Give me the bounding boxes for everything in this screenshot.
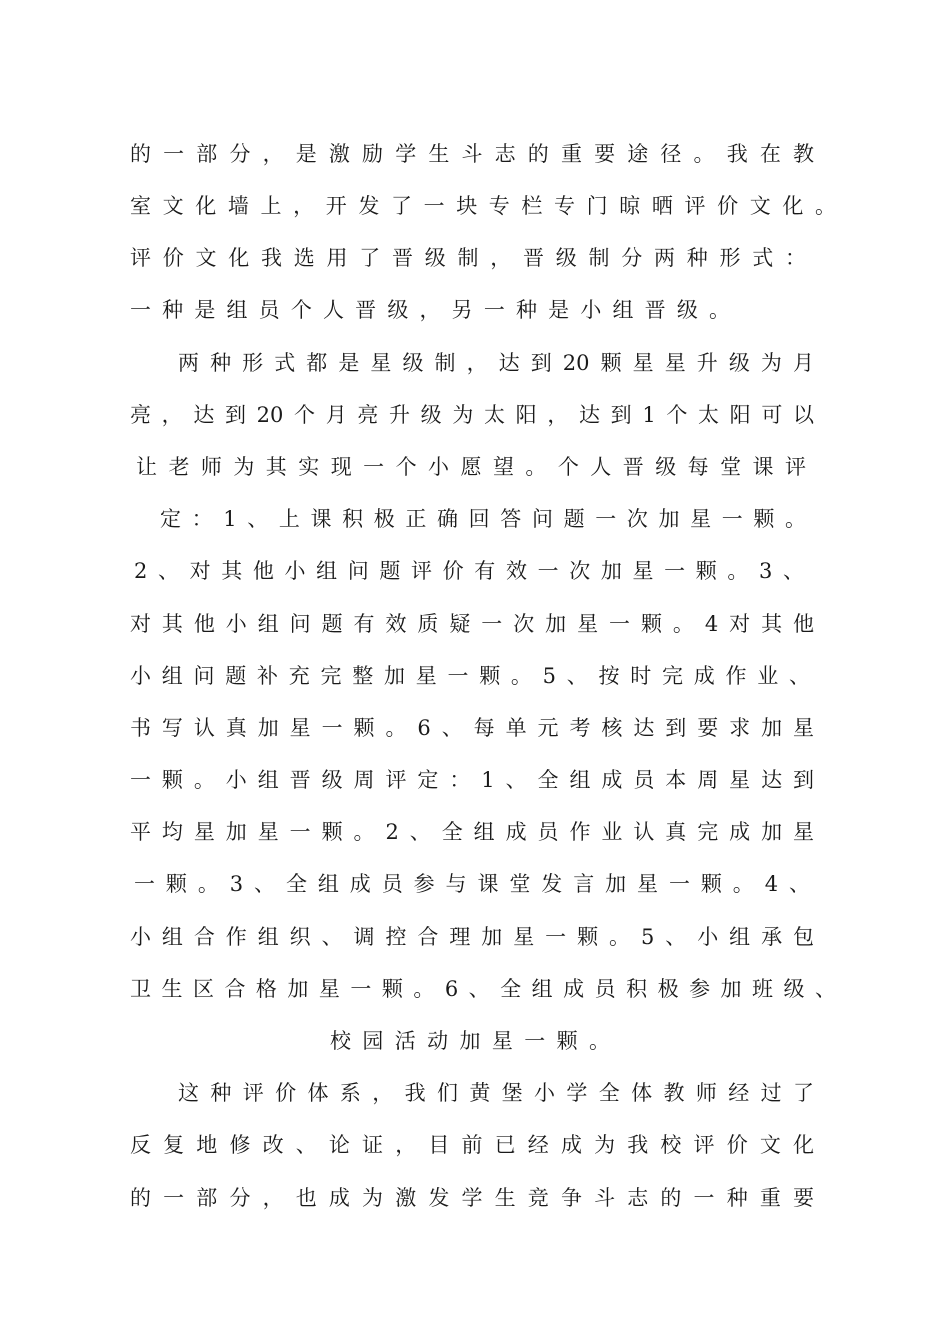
text-line: 卫生区合格加星一颗。6、全组成员积极参加班级、: [130, 977, 836, 1001]
text-line: 校园活动加星一颗。: [330, 1029, 610, 1053]
text-line: 对其他小组问题有效质疑一次加星一颗。4对其他: [130, 612, 814, 636]
text-line: 室文化墙上，开发了一块专栏专门晾晒评价文化。: [130, 194, 836, 218]
text-line: 评价文化我选用了晋级制，晋级制分两种形式：: [130, 246, 806, 270]
text-line: 的一部分，是激励学生斗志的重要途径。我在教: [130, 142, 814, 166]
text-line: 一颗。3、全组成员参与课堂发言加星一颗。4、: [134, 872, 810, 896]
text-line: 书写认真加星一颗。6、每单元考核达到要求加星: [130, 716, 814, 740]
text-line: 这种评价体系，我们黄堡小学全体教师经过了: [178, 1081, 814, 1105]
text-line: 一颗。小组晋级周评定：1、全组成员本周星达到: [130, 768, 814, 792]
text-line: 的一部分，也成为激发学生竞争斗志的一种重要: [130, 1186, 814, 1210]
text-line: 反复地修改、论证，目前已经成为我校评价文化: [130, 1133, 814, 1157]
text-line: 亮，达到20个月亮升级为太阳，达到1个太阳可以: [130, 403, 814, 427]
text-line: 平均星加星一颗。2、全组成员作业认真完成加星: [130, 820, 814, 844]
text-line: 小组问题补充完整加星一颗。5、按时完成作业、: [130, 664, 810, 688]
text-line: 让老师为其实现一个小愿望。个人晋级每堂课评: [136, 455, 806, 479]
text-line: 小组合作组织、调控合理加星一颗。5、小组承包: [130, 925, 814, 949]
text-line: 两种形式都是星级制，达到20颗星星升级为月: [178, 351, 814, 375]
text-line: 2、对其他小组问题评价有效一次加星一颗。3、: [134, 559, 804, 583]
text-line: 一种是组员个人晋级，另一种是小组晋级。: [130, 298, 730, 322]
text-line: 定：1、上课积极正确回答问题一次加星一颗。: [160, 507, 806, 531]
